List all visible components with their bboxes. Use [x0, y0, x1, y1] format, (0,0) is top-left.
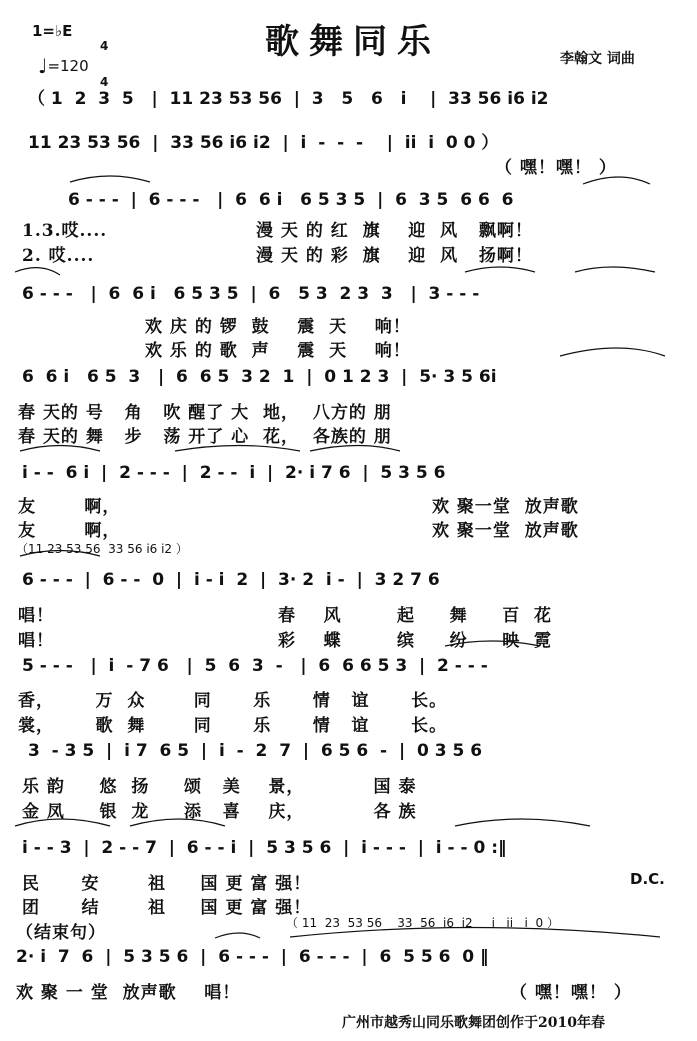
- lyric-line: 欢 聚 一 堂 放声歌 唱！: [16, 983, 241, 1003]
- notation-line: （ 1 2 3 5 | 11 23 53 56 | 3 5 6 i | 33 56 i6 i2: [28, 89, 549, 109]
- lyric-line: 友 啊，: [18, 521, 121, 541]
- meter-top: 4: [100, 39, 109, 53]
- notation-line: 6 - - - | 6 - - 0 | i - i 2 | 3· 2 i - | 3 2 7 6: [22, 570, 440, 590]
- slur: [215, 933, 260, 938]
- lyric-line: （ 嘿！嘿！ ）: [510, 983, 632, 1003]
- notation-line: 6 - - - | 6 - - - | 6 6 i 6 5 3 5 | 6 3 5 6 6 6: [68, 190, 514, 210]
- slur: [465, 267, 535, 272]
- lyric-line: 1.3.哎....: [22, 221, 108, 241]
- notation-line: 11 23 53 56 | 33 56 i6 i2 | i - - - | ii i 0 0 ）: [28, 133, 499, 153]
- slur: [575, 267, 655, 272]
- lyric-line: 唱！: [18, 606, 54, 626]
- slur: [560, 348, 665, 356]
- lyric-line: 友 啊，: [18, 497, 121, 517]
- lyric-line: 欢 聚一堂 放声歌: [432, 521, 579, 541]
- author-credit: 李翰文 词曲: [560, 51, 635, 67]
- lyric-line: 唱！: [18, 631, 54, 651]
- notation-line: 2· i 7 6 | 5 3 5 6 | 6 - - - | 6 - - - | 6 5 5 6 0 ‖: [16, 947, 489, 967]
- lyric-line: 欢 乐 的 歌 声 震 天 响！: [145, 341, 411, 361]
- key-signature: 1=♭E: [32, 22, 73, 40]
- notation-line: i - - 6 i | 2 - - - | 2 - - i | 2· i 7 6 | 5 3 5 6: [22, 463, 446, 483]
- lyric-line: 欢 庆 的 锣 鼓 震 天 响！: [145, 317, 411, 337]
- lyric-line: 团 结 祖 国 更 富 强！: [22, 898, 312, 918]
- notation-line: i - - 3 | 2 - - 7 | 6 - - i | 5 3 5 6 | i - - - | i - - 0 :‖: [22, 838, 507, 858]
- slur: [15, 268, 60, 275]
- lyric-line: 民 安 祖 国 更 富 强！: [22, 874, 312, 894]
- lyric-line: 春 天的 舞 步 荡 开了 心 花， 各族的 朋: [18, 427, 392, 447]
- meter-bottom: 4: [100, 75, 109, 89]
- tempo-marking: [38, 52, 89, 76]
- footer-credit: 广州市越秀山同乐歌舞团创作于2010年春: [342, 1015, 605, 1031]
- lyric-line: 乐 韵 悠 扬 颂 美 景， 国 泰: [22, 777, 417, 797]
- slur: [455, 819, 590, 826]
- notation-line: 6 6 i 6 5 3 | 6 6 5 3 2 1 | 0 1 2 3 | 5· 3 5 6i: [22, 367, 497, 387]
- interlude-line: （ 11 23 53 56 33 56 i6 i2 i ii i 0 ）: [286, 916, 559, 930]
- song-title: 歌舞同乐: [265, 22, 441, 62]
- lyric-line: 香， 万 众 同 乐 情 谊 长。: [18, 691, 448, 711]
- slur: [70, 176, 150, 182]
- notation-line: 3 - 3 5 | i 7 6 5 | i - 2 7 | 6 5 6 - | 0 3 5 6: [28, 741, 483, 761]
- slur: [583, 177, 650, 184]
- lyric-line: 金 凤 银 龙 添 喜 庆， 各 族: [22, 802, 417, 822]
- interlude-line: （11 23 53 56 33 56 i6 i2 ）: [16, 542, 188, 556]
- lyric-line: 春 天的 号 角 吹 醒了 大 地， 八方的 朋: [18, 403, 392, 423]
- lyric-line: 春 风 起 舞 百 花: [278, 606, 553, 626]
- lyric-line: （ 嘿！嘿！ ）: [495, 158, 617, 178]
- lyric-line: 2. 哎....: [22, 246, 95, 266]
- notation-line: 5 - - - | i - 7 6 | 5 6 3 - | 6 6 6 5 3 | 2 - - -: [22, 656, 488, 676]
- lyric-line: 漫 天 的 红 旗 迎 风 飘啊！: [256, 221, 533, 241]
- tempo-value: =120: [47, 57, 89, 75]
- quarter-note-icon: ♩: [38, 54, 48, 78]
- lyric-line: 漫 天 的 彩 旗 迎 风 扬啊！: [256, 246, 533, 266]
- lyric-line: 欢 聚一堂 放声歌: [432, 497, 579, 517]
- lyric-line: 裳， 歌 舞 同 乐 情 谊 长。: [18, 716, 448, 736]
- lyric-line: （结束句）: [16, 923, 106, 943]
- notation-line: 6 - - - | 6 6 i 6 5 3 5 | 6 5 3 2 3 3 | 3 - - -: [22, 284, 480, 304]
- lyric-line: 彩 蝶 缤 纷 映 霓: [278, 631, 553, 651]
- dc-marking: D.C.: [630, 870, 665, 888]
